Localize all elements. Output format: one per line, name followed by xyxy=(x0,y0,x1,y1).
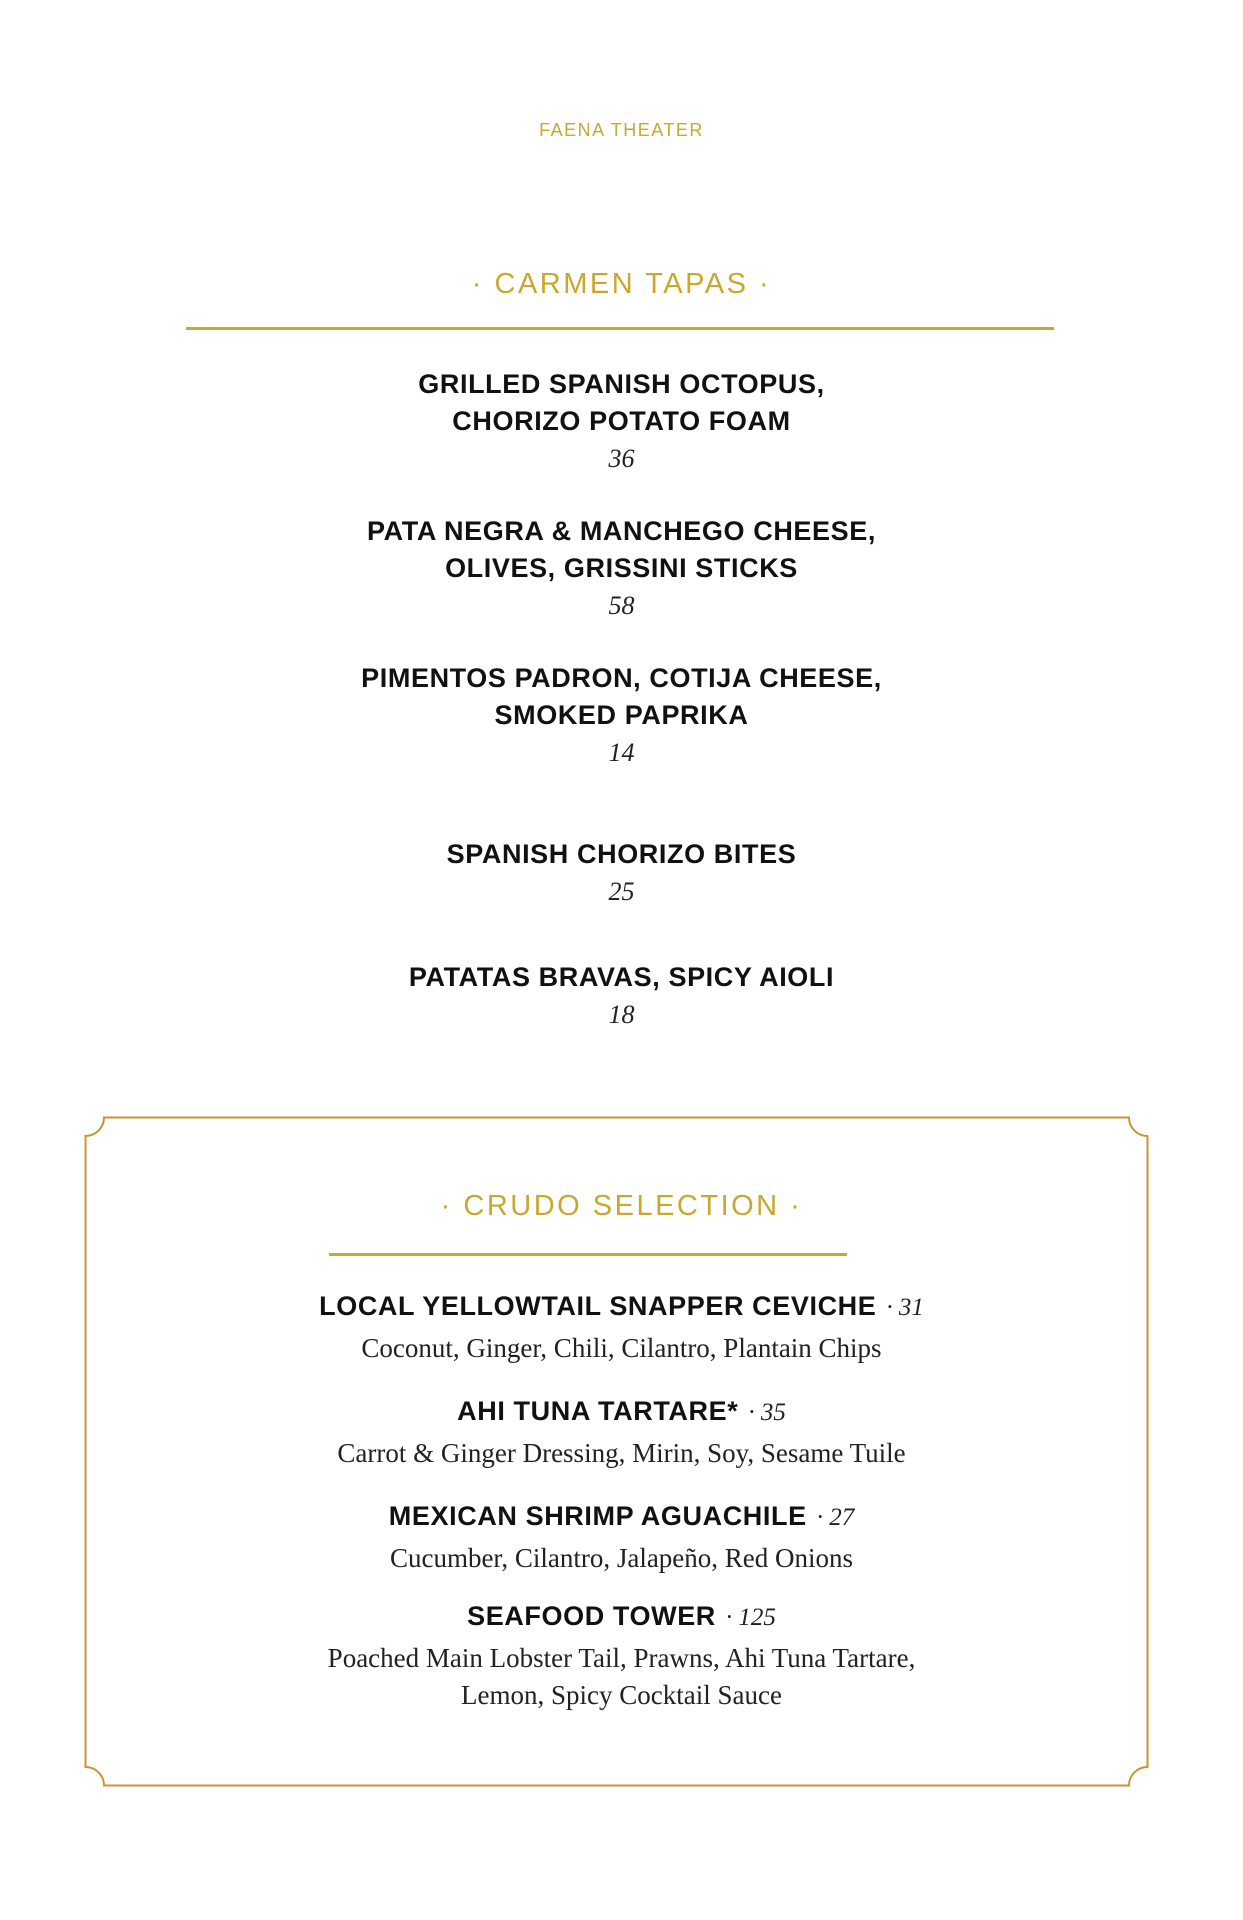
tapas-item xyxy=(0,366,1243,477)
dish-name-line: OLIVES, GRISSINI STICKS xyxy=(445,553,798,583)
dish-name-line: CHORIZO POTATO FOAM xyxy=(452,406,791,436)
crudo-item-header xyxy=(0,1287,1243,1330)
tapas-item xyxy=(0,836,1243,910)
crudo-title-divider xyxy=(329,1253,847,1256)
dish-name-line: PATATAS BRAVAS, SPICY AIOLI xyxy=(408,962,835,992)
crudo-dish-name: SEAFOOD TOWER xyxy=(467,1601,716,1631)
tapas-title-divider xyxy=(186,327,1054,330)
crudo-dish-description: Poached Main Lobster Tail, Prawns, Ahi Tuna Tartare, xyxy=(327,1643,916,1673)
dish-name-line: GRILLED SPANISH OCTOPUS, xyxy=(418,369,825,399)
dish-price: 58 xyxy=(608,591,635,620)
crudo-dish-price: · 125 xyxy=(725,1604,776,1631)
crudo-dish-name: MEXICAN SHRIMP AGUACHILE xyxy=(388,1501,807,1531)
crudo-section-title: · CRUDO SELECTION · xyxy=(440,1190,803,1222)
crudo-dish-description: Coconut, Ginger, Chili, Cilantro, Plantain Chips xyxy=(361,1333,882,1363)
dish-price: 14 xyxy=(608,738,635,767)
crudo-dish-name: AHI TUNA TARTARE* xyxy=(457,1396,739,1426)
crudo-item xyxy=(0,1392,1243,1472)
dish-name-line: PATA NEGRA & MANCHEGO CHEESE, xyxy=(367,516,876,546)
crudo-item-header xyxy=(0,1392,1243,1435)
crudo-dish-price: · 27 xyxy=(816,1504,855,1531)
crudo-dish-description: Cucumber, Cilantro, Jalapeño, Red Onions xyxy=(389,1543,854,1573)
crudo-item-header xyxy=(0,1497,1243,1540)
dish-price: 36 xyxy=(608,444,635,473)
crudo-dish-price: · 31 xyxy=(886,1294,924,1321)
venue-name: FAENA THEATER xyxy=(539,120,704,140)
crudo-item xyxy=(0,1287,1243,1367)
dish-name-line: SPANISH CHORIZO BITES xyxy=(446,839,797,869)
crudo-dish-description: Carrot & Ginger Dressing, Mirin, Soy, Sesame Tuile xyxy=(337,1438,906,1468)
dish-price: 18 xyxy=(608,1000,635,1029)
dish-price: 25 xyxy=(608,877,635,906)
dish-name-line: PIMENTOS PADRON, COTIJA CHEESE, xyxy=(361,663,882,693)
tapas-item xyxy=(0,959,1243,1033)
tapas-item xyxy=(0,513,1243,624)
tapas-item xyxy=(0,660,1243,771)
crudo-item xyxy=(0,1597,1243,1714)
crudo-item-header xyxy=(0,1597,1243,1640)
crudo-item xyxy=(0,1497,1243,1577)
crudo-dish-name: LOCAL YELLOWTAIL SNAPPER CEVICHE xyxy=(319,1291,877,1321)
crudo-dish-price: · 35 xyxy=(748,1399,786,1426)
dish-name-line: SMOKED PAPRIKA xyxy=(494,700,749,730)
crudo-dish-description: Lemon, Spicy Cocktail Sauce xyxy=(461,1680,782,1710)
tapas-section-title: · CARMEN TAPAS · xyxy=(471,268,772,300)
